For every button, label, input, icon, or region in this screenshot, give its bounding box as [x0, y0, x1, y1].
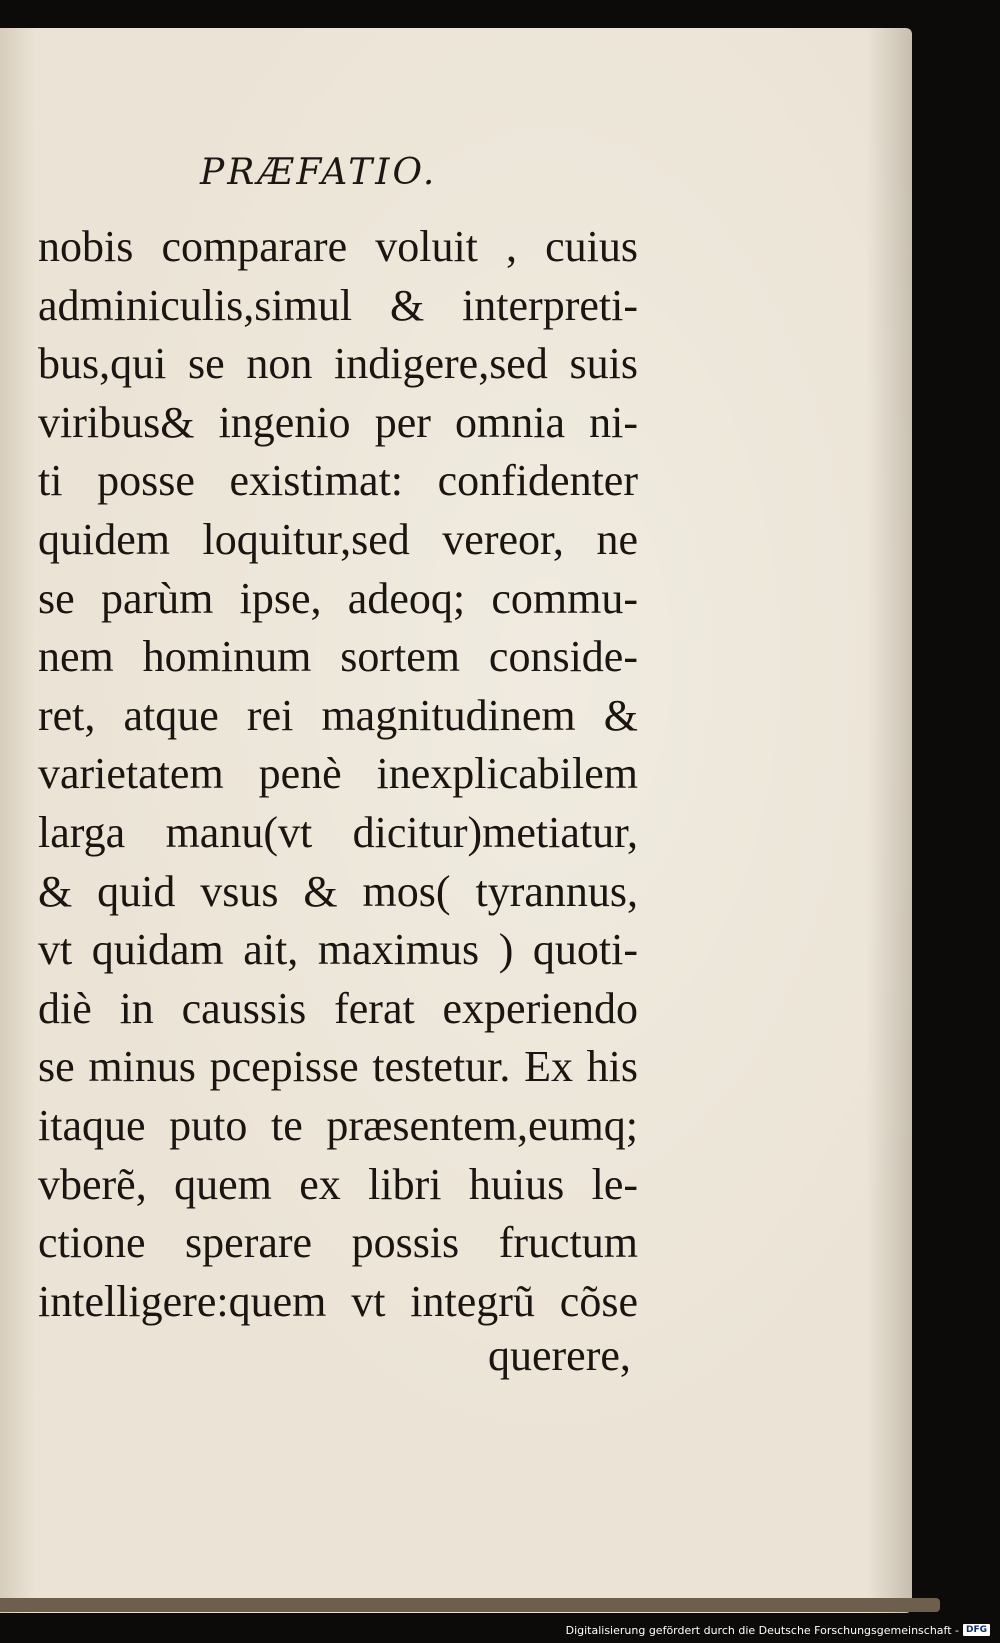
text-line: adminiculis,simul & interpreti-: [38, 280, 638, 330]
text-block: [38, 218, 668, 1331]
running-head: PRÆFATIO.: [200, 152, 438, 193]
text-line: larga manu(vt dicitur)metiatur,: [38, 807, 638, 857]
text-line: nobis comparare voluit , cuius: [38, 222, 638, 271]
text-line: bus,qui se non indigere,sed suis: [38, 339, 638, 389]
dfg-logo-icon: DFG: [963, 1624, 990, 1636]
text-line: varietatem penè inexplicabilem: [38, 749, 638, 799]
text-line: intelligere:quem vt integrũ cõse: [38, 1276, 638, 1326]
text-line: diè in caussis ferat experiendo: [38, 983, 638, 1033]
text-line: ctione sperare possis fructum: [38, 1218, 638, 1268]
catchword: querere,: [488, 1331, 631, 1380]
book-page: [0, 28, 912, 1613]
text-line: ti posse existimat: confidenter: [38, 456, 638, 506]
text-line: ret, atque rei magnitudinem &: [38, 690, 638, 740]
text-line: & quid vsus & mos( tyrannus,: [38, 866, 638, 916]
text-line: quidem loquitur,sed vereor, ne: [38, 514, 638, 564]
page-edge-shadow: [0, 1598, 940, 1612]
text-line: vt quidam ait, maximus ) quoti-: [38, 925, 638, 975]
credit-text: Digitalisierung gefördert durch die Deutsche Forschungsgemeinschaft -: [565, 1623, 959, 1637]
text-line: se parùm ipse, adeoq; commu-: [38, 573, 638, 623]
text-line: viribus& ingenio per omnia ni-: [38, 397, 638, 447]
text-line: se minus pcepisse testetur. Ex his: [38, 1042, 638, 1092]
text-line: itaque puto te præsentem,eumq;: [38, 1100, 638, 1150]
digitization-credit: [566, 1621, 990, 1639]
text-line: nem hominum sortem conside-: [38, 632, 638, 682]
text-line: vberẽ, quem ex libri huius le-: [38, 1159, 638, 1209]
